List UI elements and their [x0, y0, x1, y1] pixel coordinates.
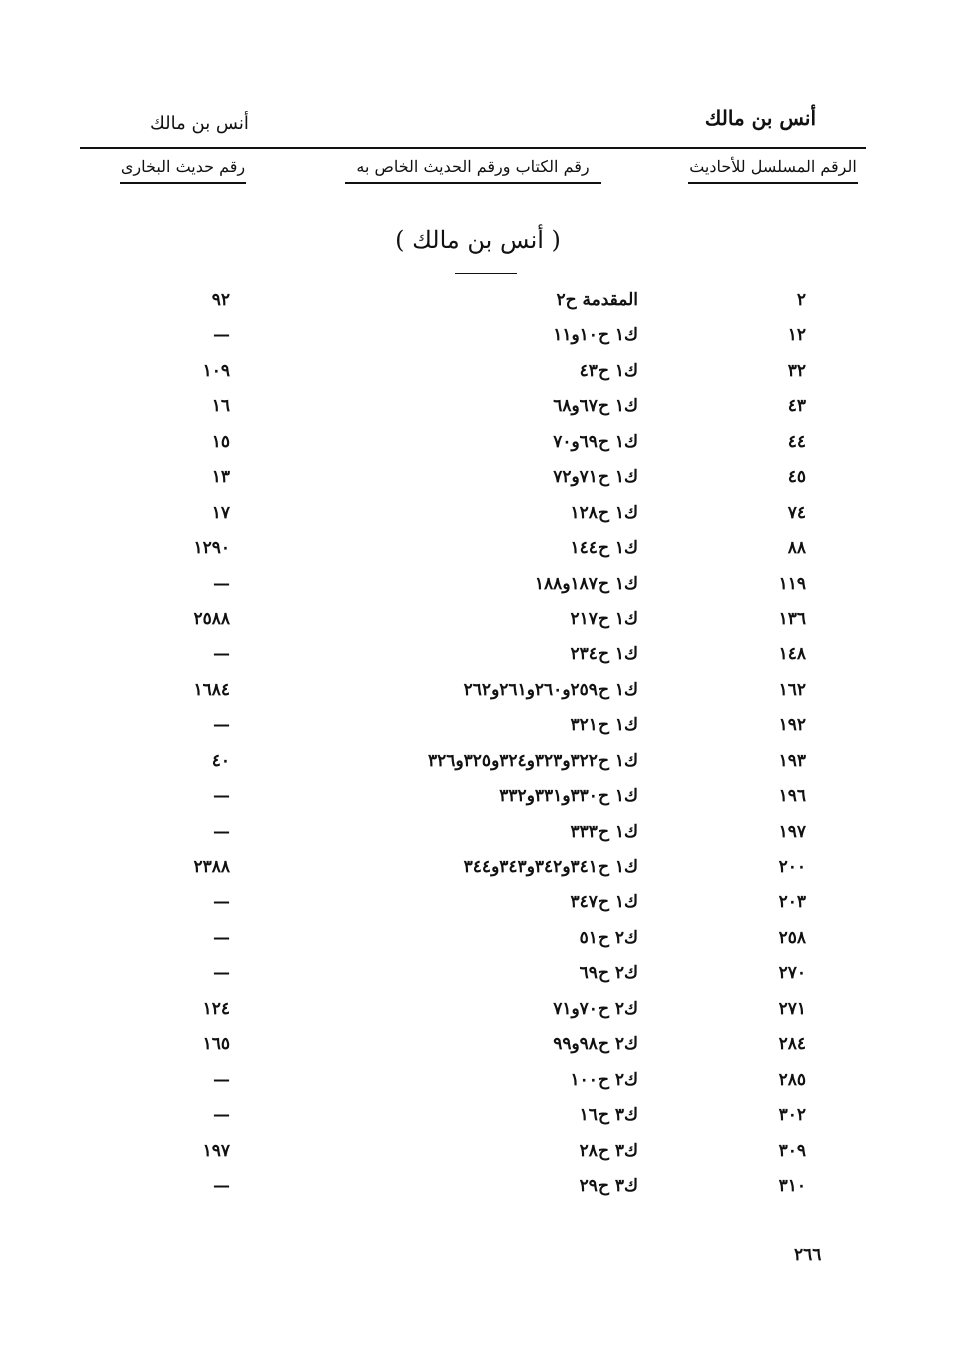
book-hadith-cell: ك٢ ح٦٩ — [579, 963, 638, 984]
serial-cell: ٢٨٤ — [778, 1034, 806, 1055]
bukhari-cell: — — [213, 573, 230, 594]
bukhari-cell: — — [213, 644, 230, 665]
table-row — [0, 460, 956, 495]
serial-cell: ٢٧١ — [778, 998, 806, 1019]
serial-cell: ١٩٣ — [778, 750, 806, 771]
table-row — [0, 1063, 956, 1098]
serial-cell: ٣٢ — [787, 360, 806, 381]
section-title-rule — [455, 273, 517, 274]
table-row — [0, 354, 956, 389]
table-row — [0, 708, 956, 743]
book-hadith-cell: ك١ ح٣٣٠و٣٣١و٣٣٢ — [499, 786, 638, 807]
bukhari-cell: — — [213, 715, 230, 736]
book-hadith-cell: ك١ ح٦٩و٧٠ — [553, 431, 638, 452]
serial-cell: ٧٤ — [787, 502, 806, 523]
book-hadith-cell: ك١ ح١٠و١١ — [553, 325, 638, 346]
table-row — [0, 637, 956, 672]
table-row — [0, 531, 956, 566]
serial-cell: ٢٠٠ — [778, 857, 806, 877]
book-hadith-cell: ك١ ح٣٤١و٣٤٢و٣٤٣و٣٤٤ — [463, 857, 638, 877]
serial-cell: ١٩٦ — [778, 786, 806, 807]
book-hadith-cell: ك٣ ح٢٨ — [579, 1140, 638, 1161]
serial-cell: ١٤٨ — [778, 644, 806, 665]
bukhari-cell: — — [213, 892, 230, 913]
table-row — [0, 885, 956, 920]
book-hadith-cell: ك١ ح٧١و٧٢ — [553, 467, 638, 488]
book-hadith-cell: ك١ ح٣٢٢و٣٢٣و٣٢٤و٣٢٥و٣٢٦ — [428, 750, 638, 771]
table-row — [0, 1098, 956, 1133]
serial-cell: ١٩٢ — [778, 715, 806, 736]
bukhari-cell: ٢٥٨٨ — [193, 608, 230, 629]
table-row — [0, 496, 956, 531]
serial-cell: ٤٥ — [787, 467, 806, 488]
bukhari-cell: — — [213, 963, 230, 984]
book-hadith-cell: ك١ ح٢٣٤ — [570, 644, 638, 665]
book-hadith-cell: ك١ ح١٢٨ — [570, 502, 638, 523]
serial-cell: ٤٤ — [787, 431, 806, 452]
bukhari-cell: ٤٠ — [211, 750, 230, 771]
serial-cell: ٨٨ — [787, 538, 806, 559]
bukhari-cell: ١٠٩ — [202, 360, 230, 381]
bukhari-cell: — — [213, 786, 230, 807]
book-hadith-cell: ك٢ ح٥١ — [579, 927, 638, 948]
bukhari-cell: — — [213, 821, 230, 842]
bukhari-cell: ١٣ — [211, 467, 230, 488]
running-title-right: أنس بن مالك — [704, 106, 816, 130]
serial-cell: ١١٩ — [778, 573, 806, 594]
serial-cell: ١٦٢ — [778, 679, 806, 700]
table-row — [0, 283, 956, 318]
table-row — [0, 956, 956, 991]
book-hadith-cell: ك١ ح٢١٧ — [570, 608, 638, 629]
bukhari-cell: — — [213, 927, 230, 948]
bukhari-cell: ١٥ — [211, 431, 230, 452]
bukhari-cell: ١٦ — [211, 396, 230, 417]
bukhari-cell: — — [213, 1105, 230, 1126]
table-row — [0, 779, 956, 814]
bukhari-cell: ١٢٤ — [202, 998, 230, 1019]
bukhari-cell: ٢٣٨٨ — [193, 857, 230, 877]
bukhari-cell: ١٦٥ — [202, 1034, 230, 1055]
table-row — [0, 318, 956, 353]
hadith-table — [0, 283, 956, 1204]
book-hadith-cell: ك١ ح٤٣ — [579, 360, 638, 381]
column-header-serial: الرقم المسلسل للأحاديث — [688, 157, 858, 184]
book-hadith-cell: المقدمة ح٢ — [556, 290, 638, 310]
table-row — [0, 1027, 956, 1062]
book-hadith-cell: ك١ ح٢٥٩و٢٦٠و٢٦١و٢٦٢ — [463, 679, 638, 700]
book-hadith-cell: ك١ ح١٨٧و١٨٨ — [534, 573, 638, 594]
table-row — [0, 815, 956, 850]
serial-cell: ٢ — [796, 290, 806, 310]
table-row — [0, 389, 956, 424]
table-row — [0, 673, 956, 708]
section-title: ( أنس بن مالك ) — [395, 226, 561, 254]
book-hadith-cell: ك٢ ح١٠٠ — [570, 1069, 638, 1090]
book-hadith-cell: ك١ ح٣٣٣ — [570, 821, 638, 842]
book-hadith-cell: ك٢ ح٩٨و٩٩ — [553, 1034, 638, 1055]
table-row — [0, 1169, 956, 1204]
book-hadith-cell: ك٣ ح٢٩ — [579, 1175, 638, 1196]
serial-cell: ٢٧٠ — [778, 963, 806, 984]
book-hadith-cell: ك١ ح٣٢١ — [570, 715, 638, 736]
header-rule — [80, 147, 866, 149]
book-hadith-cell: ك٣ ح١٦ — [579, 1105, 638, 1126]
table-row — [0, 1134, 956, 1169]
serial-cell: ٤٣ — [787, 396, 806, 417]
column-header-bukhari: رقم حديث البخارى — [120, 157, 246, 184]
bukhari-cell: — — [213, 1175, 230, 1196]
serial-cell: ٣٠٩ — [778, 1140, 806, 1161]
page-number: ٢٦٦ — [794, 1245, 822, 1265]
table-row — [0, 425, 956, 460]
running-title-left: أنس بن مالك — [150, 113, 249, 134]
table-row — [0, 744, 956, 779]
table-row — [0, 921, 956, 956]
bukhari-cell: ١٧ — [211, 502, 230, 523]
serial-cell: ٣٠٢ — [778, 1105, 806, 1126]
bukhari-cell: ١٦٨٤ — [193, 679, 230, 700]
bukhari-cell: ١٩٧ — [202, 1140, 230, 1161]
bukhari-cell: ١٢٩٠ — [193, 538, 230, 559]
table-row — [0, 602, 956, 637]
serial-cell: ١٩٧ — [778, 821, 806, 842]
serial-cell: ٢٨٥ — [778, 1069, 806, 1090]
serial-cell: ٢٥٨ — [778, 927, 806, 948]
book-hadith-cell: ك١ ح٣٤٧ — [570, 892, 638, 913]
serial-cell: ٣١٠ — [778, 1175, 806, 1196]
serial-cell: ١٣٦ — [778, 608, 806, 629]
book-hadith-cell: ك١ ح٦٧و٦٨ — [553, 396, 638, 417]
bukhari-cell: ٩٢ — [211, 290, 230, 310]
table-row — [0, 567, 956, 602]
bukhari-cell: — — [213, 325, 230, 346]
book-hadith-cell: ك٢ ح٧٠و٧١ — [553, 998, 638, 1019]
bukhari-cell: — — [213, 1069, 230, 1090]
table-row — [0, 992, 956, 1027]
book-hadith-cell: ك١ ح١٤٤ — [570, 538, 638, 559]
column-header-book-hadith: رقم الكتاب ورقم الحديث الخاص به — [345, 157, 601, 184]
table-row — [0, 850, 956, 885]
serial-cell: ١٢ — [787, 325, 806, 346]
serial-cell: ٢٠٣ — [778, 892, 806, 913]
